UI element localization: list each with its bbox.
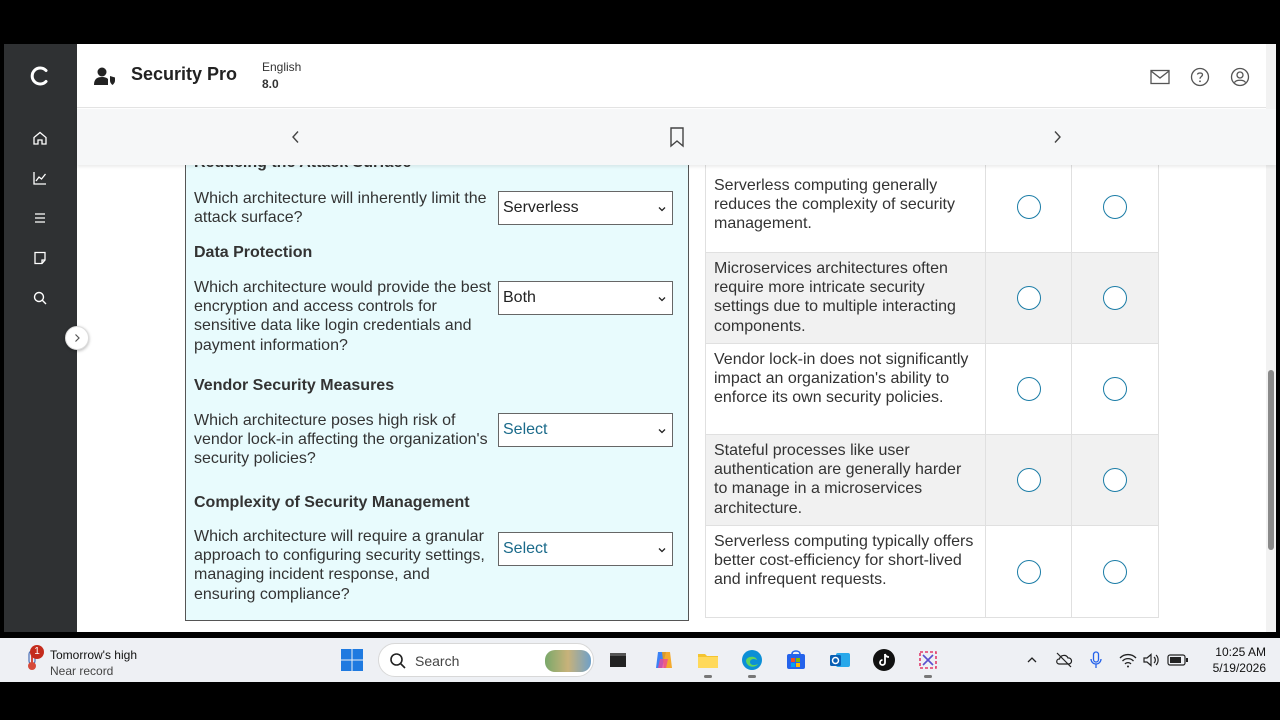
question-data-protection: Which architecture would provide the best encryption and access controls for sensitive data like login credentials and payment information? [194, 279, 492, 354]
search-icon[interactable] [30, 288, 50, 308]
section-heading-vendor-security: Vendor Security Measures [194, 377, 395, 394]
radio-cell [986, 253, 1072, 343]
language-label: English [262, 60, 302, 74]
home-icon[interactable] [30, 128, 50, 148]
taskbar-clock[interactable] [1196, 644, 1266, 676]
analytics-icon[interactable] [30, 168, 50, 188]
volume-icon[interactable] [1141, 650, 1161, 670]
edge-icon [741, 649, 763, 671]
chevron-down-icon [657, 545, 667, 555]
statements-table [705, 161, 1159, 621]
radio-option-1[interactable] [1017, 468, 1041, 492]
radio-option-1[interactable] [1017, 286, 1041, 310]
statement-text: Microservices architectures often require more intricate security settings due to multiple interacting components. [705, 253, 986, 343]
radio-option-2[interactable] [1103, 286, 1127, 310]
bookmark-button[interactable] [665, 125, 689, 149]
version-label: 8.0 [262, 77, 279, 91]
statement-text: Serverless computing generally reduces the complexity of security management. [705, 162, 986, 252]
table-row [705, 434, 1159, 525]
account-icon[interactable] [1229, 66, 1251, 88]
copilot-icon [653, 649, 675, 671]
weather-subtitle: Near record [50, 664, 114, 678]
radio-cell [1072, 435, 1159, 525]
radio-option-2[interactable] [1103, 377, 1127, 401]
section-heading-complexity: Complexity of Security Management [194, 494, 470, 511]
statement-text: Serverless computing typically offers better cost-efficiency for short-lived and infrequent requests. [705, 526, 986, 617]
radio-option-2[interactable] [1103, 195, 1127, 219]
select-data-protection[interactable] [498, 281, 673, 315]
notes-icon[interactable] [30, 248, 50, 268]
taskbar-app-copilot[interactable] [650, 646, 678, 674]
chevron-down-icon [657, 426, 667, 436]
taskbar-app-tiktok[interactable] [870, 646, 898, 674]
radio-option-2[interactable] [1103, 468, 1127, 492]
next-button[interactable] [1045, 125, 1069, 149]
cloud-off-icon [1055, 651, 1073, 669]
search-placeholder: Search [415, 653, 460, 669]
top-bar [77, 44, 1276, 108]
table-row [705, 343, 1159, 434]
help-icon[interactable] [1189, 66, 1211, 88]
windows-taskbar [0, 638, 1280, 682]
running-indicator [704, 675, 712, 678]
radio-cell [986, 344, 1072, 434]
search-highlight-image [545, 650, 591, 672]
tiktok-icon [872, 648, 896, 672]
question-panel [185, 145, 689, 621]
chevron-up-icon [1026, 654, 1038, 666]
select-value: Select [503, 421, 548, 438]
chevron-down-icon [657, 294, 667, 304]
radio-cell [986, 435, 1072, 525]
scrollbar-thumb[interactable] [1268, 370, 1274, 550]
search-icon [389, 652, 407, 670]
taskbar-app-outlook[interactable] [826, 646, 854, 674]
taskbar-app-store[interactable] [782, 646, 810, 674]
taskbar-app-snipping-tool[interactable] [914, 646, 942, 674]
wifi-icon[interactable] [1118, 650, 1138, 670]
windows-logo-icon [340, 648, 364, 672]
running-indicator [748, 675, 756, 678]
radio-option-1[interactable] [1017, 560, 1041, 584]
bookmark-icon [669, 127, 685, 147]
select-value: Both [503, 289, 536, 306]
question-granular-approach: Which architecture will require a granular approach to configuring security settings, managing incident response, and ensuring compliance? [194, 528, 485, 603]
radio-cell [1072, 253, 1159, 343]
content-area [77, 165, 1276, 632]
weather-title: Tomorrow's high [50, 648, 137, 662]
radio-option-2[interactable] [1103, 560, 1127, 584]
radio-cell [1072, 344, 1159, 434]
select-value: Serverless [503, 199, 579, 216]
navigation-bar [77, 109, 1276, 165]
table-row [705, 252, 1159, 343]
sidebar-expand-button[interactable] [65, 326, 89, 350]
outlook-icon [829, 649, 851, 671]
statement-text: Stateful processes like user authentication are generally harder to manage in a microservices architecture. [705, 435, 986, 525]
select-vendor-lock-in[interactable] [498, 413, 673, 447]
chevron-down-icon [657, 204, 667, 214]
language-version [262, 59, 301, 93]
table-row [705, 161, 1159, 252]
onedrive-status-icon[interactable] [1054, 650, 1074, 670]
terminal-icon [608, 650, 628, 670]
radio-cell [986, 162, 1072, 252]
start-button[interactable] [340, 648, 364, 672]
taskbar-app-file-explorer[interactable] [694, 646, 722, 674]
previous-button[interactable] [284, 125, 308, 149]
clock-date: 5/19/2026 [1212, 661, 1266, 675]
app-title: Security Pro [131, 64, 238, 84]
menu-list-icon[interactable] [30, 208, 50, 228]
select-granular-approach[interactable] [498, 532, 673, 566]
running-indicator [924, 675, 932, 678]
clock-time: 10:25 AM [1215, 645, 1266, 659]
app-window [4, 44, 1276, 632]
weather-widget[interactable] [18, 642, 178, 678]
select-value: Select [503, 540, 548, 557]
radio-cell [986, 526, 1072, 617]
chevron-left-icon [290, 130, 302, 144]
chevron-right-icon [1051, 130, 1063, 144]
weather-alert-badge: 1 [30, 645, 44, 659]
snipping-tool-icon [917, 649, 939, 671]
taskbar-search[interactable] [378, 643, 594, 677]
taskbar-app-terminal[interactable] [604, 646, 632, 674]
table-bottom-border [705, 617, 1159, 618]
select-attack-surface[interactable] [498, 191, 673, 225]
battery-icon[interactable] [1168, 650, 1188, 670]
question-attack-surface: Which architecture will inherently limit the attack surface? [194, 190, 487, 227]
microphone-icon[interactable] [1086, 650, 1106, 670]
radio-option-1[interactable] [1017, 377, 1041, 401]
user-shield-icon [93, 66, 117, 86]
taskbar-app-edge[interactable] [738, 646, 766, 674]
statement-text: Vendor lock-in does not significantly impact an organization's ability to enforce its own security policies. [705, 344, 986, 434]
radio-cell [1072, 526, 1159, 617]
folder-icon [697, 650, 719, 670]
store-icon [785, 649, 807, 671]
radio-option-1[interactable] [1017, 195, 1041, 219]
chevron-right-icon [72, 333, 82, 343]
section-heading-data-protection: Data Protection [194, 244, 313, 261]
app-logo-icon[interactable] [24, 64, 56, 92]
question-vendor-lock-in: Which architecture poses high risk of vendor lock-in affecting the organization's security policies? [194, 412, 488, 468]
show-hidden-icons-button[interactable] [1022, 650, 1042, 670]
mail-icon[interactable] [1149, 66, 1171, 88]
radio-cell [1072, 162, 1159, 252]
table-row [705, 525, 1159, 617]
